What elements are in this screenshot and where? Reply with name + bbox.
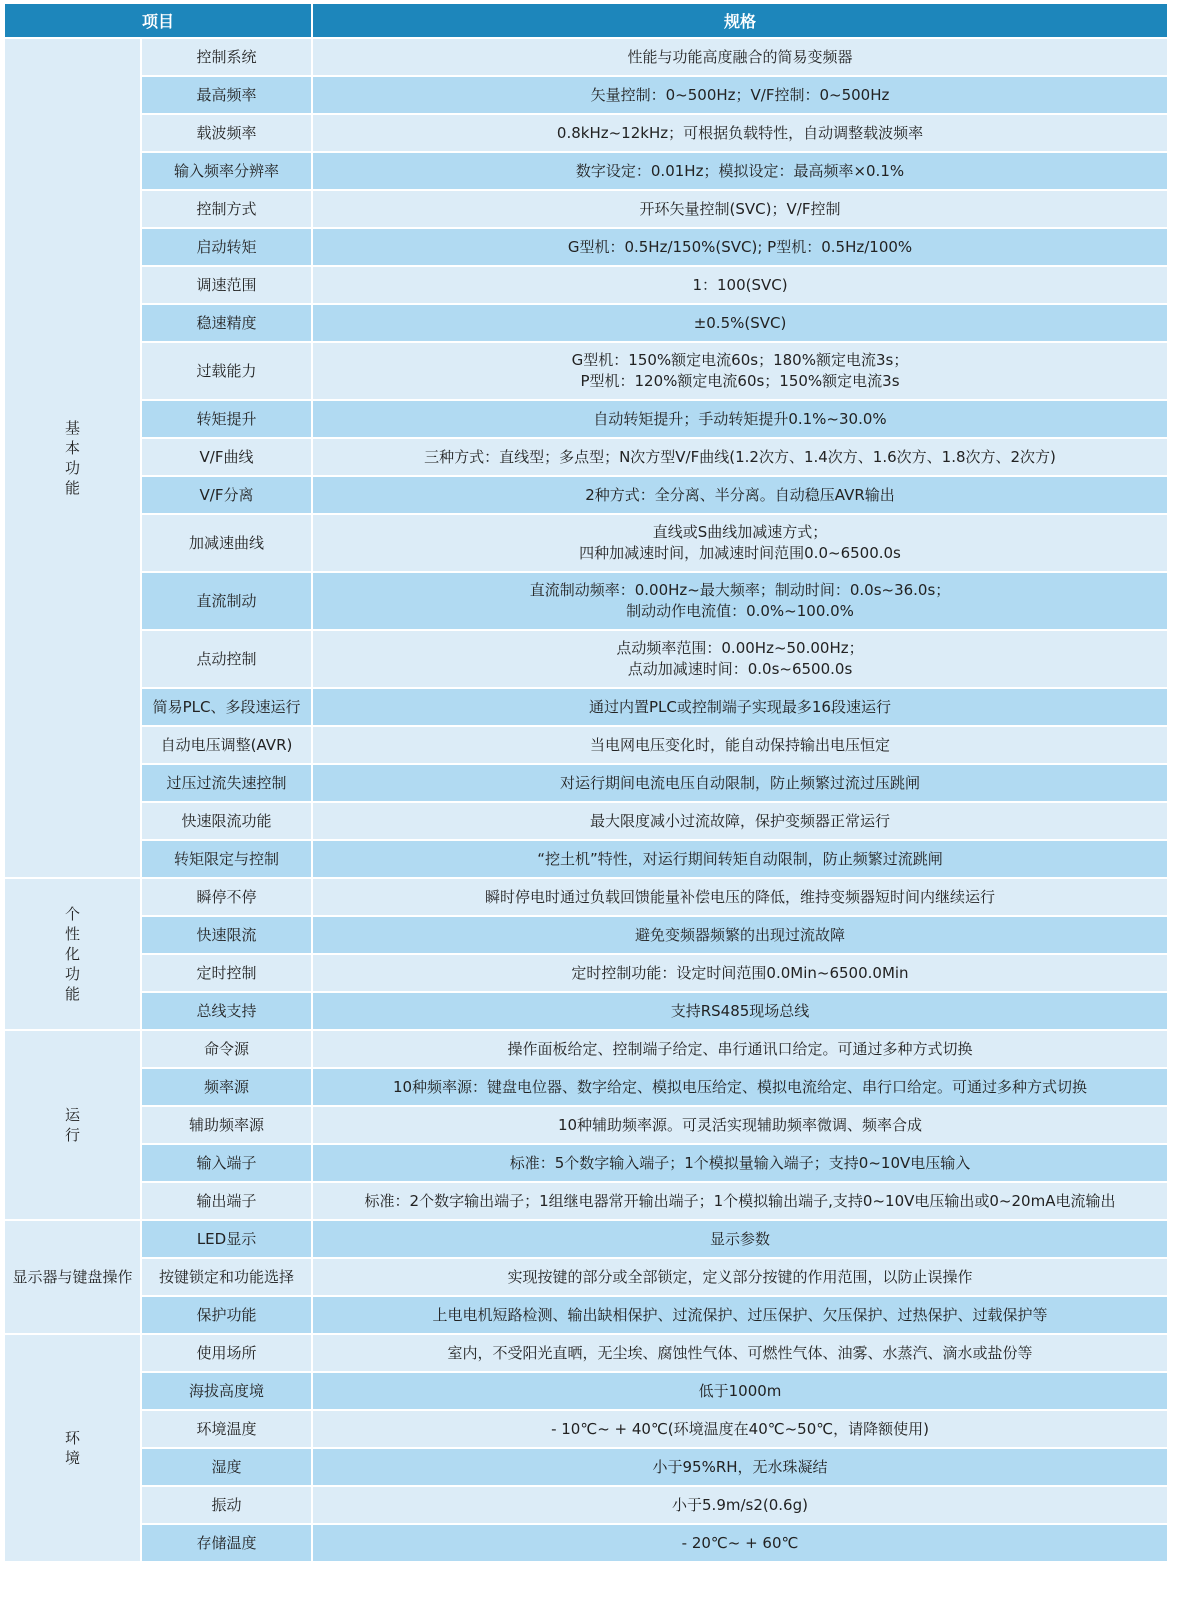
item-name: 启动转矩: [142, 229, 311, 265]
item-spec-line: 瞬时停电时通过负载回馈能量补偿电压的降低，维持变频器短时间内继续运行: [485, 887, 996, 906]
item-spec: [313, 401, 1167, 437]
group-label-text: [65, 904, 80, 1004]
item-name: 输出端子: [142, 1183, 311, 1219]
item-spec: [313, 1183, 1167, 1219]
item-name: 输入端子: [142, 1145, 311, 1181]
table-row: [5, 39, 1167, 75]
item-name: 过载能力: [142, 343, 311, 399]
group-label-text: [12, 1267, 132, 1287]
item-name: 转矩限定与控制: [142, 841, 311, 877]
table-header-row: [5, 4, 1167, 37]
item-spec: [313, 77, 1167, 113]
item-name: 调速范围: [142, 267, 311, 303]
item-spec-line: - 20℃~ + 60℃: [681, 1533, 799, 1552]
item-spec-line: 小于95%RH，无水珠凝结: [652, 1457, 828, 1476]
item-name: 频率源: [142, 1069, 311, 1105]
group-label-text: [65, 1428, 80, 1468]
item-spec: [313, 191, 1167, 227]
item-name: 过压过流失速控制: [142, 765, 311, 801]
table-row: [5, 477, 1167, 513]
item-spec-line: 标准：5个数字输入端子；1个模拟量输入端子；支持0~10V电压输入: [509, 1153, 971, 1172]
table-row: [5, 191, 1167, 227]
item-spec-line: 支持RS485现场总线: [670, 1001, 810, 1020]
item-spec-line: ±0.5%(SVC): [693, 313, 787, 332]
item-spec: [313, 1487, 1167, 1523]
item-spec: [313, 841, 1167, 877]
group-label-char: 显示器与键盘操作: [12, 1268, 133, 1286]
table-row: [5, 1487, 1167, 1523]
group-label: [5, 1031, 140, 1219]
item-name: V/F分离: [142, 477, 311, 513]
item-name: LED显示: [142, 1221, 311, 1257]
table-row: [5, 515, 1167, 571]
item-spec: [313, 993, 1167, 1029]
item-spec-line: 矢量控制：0~500Hz；V/F控制：0~500Hz: [590, 85, 890, 104]
table-row: [5, 229, 1167, 265]
group-label-char: 能: [64, 985, 80, 1003]
table-row: [5, 1373, 1167, 1409]
table-row: [5, 343, 1167, 399]
table-row: [5, 1297, 1167, 1333]
table-row: [5, 267, 1167, 303]
item-spec-line: 10种频率源：键盘电位器、数字给定、模拟电压给定、模拟电流给定、串行口给定。可通过多种方式切换: [392, 1077, 1088, 1096]
item-name: 按键锁定和功能选择: [142, 1259, 311, 1295]
group-label: [5, 1221, 140, 1333]
item-name: 瞬停不停: [142, 879, 311, 915]
group-label-char: 境: [64, 1449, 80, 1467]
item-spec-line: P型机：120%额定电流60s；150%额定电流3s: [580, 372, 900, 390]
item-name: V/F曲线: [142, 439, 311, 475]
item-spec-line: 室内，不受阳光直晒，无尘埃、腐蚀性气体、可燃性气体、油雾、水蒸汽、滴水或盐份等: [447, 1343, 1033, 1362]
item-name: 点动控制: [142, 631, 311, 687]
item-name: 保护功能: [142, 1297, 311, 1333]
item-spec-line: 对运行期间电流电压自动限制，防止频繁过流过压跳闸: [560, 773, 921, 792]
table-row: [5, 1031, 1167, 1067]
item-spec: [313, 305, 1167, 341]
item-spec: [313, 573, 1167, 629]
item-spec: [313, 1069, 1167, 1105]
item-spec-line: 定时控制功能：设定时间范围0.0Min~6500.0Min: [571, 963, 909, 982]
item-name: 环境温度: [142, 1411, 311, 1447]
item-spec: [313, 515, 1167, 571]
item-spec-line: 0.8kHz~12kHz；可根据负载特性，自动调整载波频率: [556, 123, 924, 142]
group-label: [5, 1335, 140, 1561]
item-spec-line: 点动加减速时间：0.0s~6500.0s: [627, 660, 853, 678]
item-spec-line: 直线或S曲线加减速方式；: [652, 523, 828, 541]
table-row: [5, 993, 1167, 1029]
item-name: 控制方式: [142, 191, 311, 227]
item-spec: [313, 439, 1167, 475]
group-label-char: 个: [64, 905, 80, 923]
item-spec: [313, 917, 1167, 953]
item-spec: [313, 1373, 1167, 1409]
table-row: [5, 955, 1167, 991]
item-spec-line: 性能与功能高度融合的简易变频器: [627, 47, 853, 66]
item-spec-line: 三种方式：直线型；多点型；N次方型V/F曲线(1.2次方、1.4次方、1.6次方、1.8次方、2次方): [424, 447, 1056, 466]
item-spec-line: 标准：2个数字输出端子；1组继电器常开输出端子；1个模拟输出端子,支持0~10V电压输出或0~20mA电流输出: [364, 1191, 1116, 1210]
group-label-char: 功: [64, 459, 80, 477]
item-name: 控制系统: [142, 39, 311, 75]
item-spec-line: 自动转矩提升；手动转矩提升0.1%~30.0%: [593, 409, 887, 428]
group-label: [5, 879, 140, 1029]
item-spec-line: 小于5.9m/s2(0.6g): [672, 1495, 808, 1514]
table-row: [5, 803, 1167, 839]
item-name: 最高频率: [142, 77, 311, 113]
group-label-text: [65, 418, 80, 498]
item-spec: [313, 1335, 1167, 1371]
item-spec-line: - 10℃~ + 40℃(环境温度在40℃~50℃，请降额使用): [551, 1419, 929, 1438]
table-row: [5, 1221, 1167, 1257]
item-spec: [313, 879, 1167, 915]
spec-table: [3, 2, 1169, 1563]
table-row: [5, 1183, 1167, 1219]
item-spec: [313, 1449, 1167, 1485]
header-item: 项目: [5, 4, 311, 37]
table-row: [5, 401, 1167, 437]
item-name: 命令源: [142, 1031, 311, 1067]
item-name: 加减速曲线: [142, 515, 311, 571]
table-row: [5, 765, 1167, 801]
item-name: 总线支持: [142, 993, 311, 1029]
group-label-char: 性: [64, 925, 80, 943]
item-spec-line: 10种辅助频率源。可灵活实现辅助频率微调、频率合成: [557, 1115, 923, 1134]
item-spec: [313, 1297, 1167, 1333]
item-spec: [313, 1145, 1167, 1181]
item-spec-line: G型机：0.5Hz/150%(SVC); P型机：0.5Hz/100%: [567, 237, 913, 256]
group-label-char: 运: [64, 1106, 80, 1124]
table-row: [5, 879, 1167, 915]
group-label-char: 本: [64, 439, 80, 457]
item-spec: [313, 689, 1167, 725]
item-name: 输入频率分辨率: [142, 153, 311, 189]
item-spec: [313, 1259, 1167, 1295]
item-spec-line: 显示参数: [710, 1229, 771, 1248]
item-spec: [313, 1031, 1167, 1067]
table-row: [5, 305, 1167, 341]
table-row: [5, 631, 1167, 687]
table-row: [5, 1449, 1167, 1485]
table-row: [5, 1259, 1167, 1295]
item-name: 振动: [142, 1487, 311, 1523]
item-spec: [313, 153, 1167, 189]
group-label-char: 基: [64, 419, 80, 437]
table-row: [5, 1411, 1167, 1447]
item-name: 直流制动: [142, 573, 311, 629]
item-spec: [313, 803, 1167, 839]
item-spec-line: 操作面板给定、控制端子给定、串行通讯口给定。可通过多种方式切换: [507, 1039, 973, 1058]
item-spec: [313, 39, 1167, 75]
item-spec-line: 避免变频器频繁的出现过流故障: [635, 925, 846, 944]
table-row: [5, 153, 1167, 189]
item-spec-line: 1：100(SVC): [692, 275, 788, 294]
table-row: [5, 115, 1167, 151]
table-row: [5, 1069, 1167, 1105]
item-spec: [313, 955, 1167, 991]
item-name: 存储温度: [142, 1525, 311, 1561]
table-row: [5, 77, 1167, 113]
table-row: [5, 689, 1167, 725]
group-label-char: 能: [64, 479, 80, 497]
item-spec: [313, 115, 1167, 151]
item-name: 稳速精度: [142, 305, 311, 341]
item-name: 湿度: [142, 1449, 311, 1485]
item-spec-line: 开环矢量控制(SVC)；V/F控制: [639, 199, 841, 218]
item-spec: [313, 1525, 1167, 1561]
group-label-char: 功: [64, 965, 80, 983]
item-name: 使用场所: [142, 1335, 311, 1371]
item-name: 快速限流功能: [142, 803, 311, 839]
table-row: [5, 1145, 1167, 1181]
item-spec-line: G型机：150%额定电流60s；180%额定电流3s；: [571, 351, 909, 369]
item-spec: [313, 267, 1167, 303]
table-row: [5, 917, 1167, 953]
item-spec-line: 制动动作电流值：0.0%~100.0%: [626, 602, 854, 620]
item-name: 辅助频率源: [142, 1107, 311, 1143]
item-spec: [313, 631, 1167, 687]
item-spec: [313, 343, 1167, 399]
table-row: [5, 1335, 1167, 1371]
item-spec-line: 低于1000m: [698, 1381, 782, 1400]
item-spec: [313, 477, 1167, 513]
item-spec-line: 通过内置PLC或控制端子实现最多16段速运行: [589, 697, 891, 716]
table-row: [5, 727, 1167, 763]
group-label-char: 化: [64, 945, 80, 963]
item-spec-line: 直流制动频率：0.00Hz~最大频率；制动时间：0.0s~36.0s；: [529, 581, 951, 599]
item-spec-line: 实现按键的部分或全部锁定，定义部分按键的作用范围，以防止误操作: [507, 1267, 973, 1286]
group-label-text: [65, 1105, 80, 1145]
table-row: [5, 841, 1167, 877]
item-name: 转矩提升: [142, 401, 311, 437]
item-spec-line: 上电电机短路检测、输出缺相保护、过流保护、过压保护、欠压保护、过热保护、过载保护等: [432, 1305, 1048, 1324]
item-name: 简易PLC、多段速运行: [142, 689, 311, 725]
item-spec: [313, 1221, 1167, 1257]
item-spec-line: 2种方式：全分离、半分离。自动稳压AVR输出: [585, 485, 895, 504]
item-spec: [313, 765, 1167, 801]
table-row: [5, 1525, 1167, 1561]
table-row: [5, 1107, 1167, 1143]
item-spec-line: 四种加减速时间，加减速时间范围0.0~6500.0s: [579, 544, 901, 562]
item-spec-line: 数字设定：0.01Hz；模拟设定：最高频率×0.1%: [575, 161, 905, 180]
item-spec: [313, 229, 1167, 265]
group-label-char: 行: [64, 1126, 80, 1144]
item-name: 海拔高度境: [142, 1373, 311, 1409]
item-spec-line: 点动频率范围：0.00Hz~50.00Hz；: [616, 639, 864, 657]
table-row: [5, 573, 1167, 629]
item-name: 定时控制: [142, 955, 311, 991]
spec-table-body: [5, 39, 1167, 1561]
item-spec-line: “挖土机”特性，对运行期间转矩自动限制，防止频繁过流跳闸: [537, 849, 943, 868]
item-spec-line: 最大限度减小过流故障，保护变频器正常运行: [590, 811, 891, 830]
item-name: 载波频率: [142, 115, 311, 151]
table-row: [5, 439, 1167, 475]
item-name: 快速限流: [142, 917, 311, 953]
item-spec: [313, 1107, 1167, 1143]
item-spec-line: 当电网电压变化时，能自动保持输出电压恒定: [590, 735, 891, 754]
group-label: [5, 39, 140, 877]
group-label-char: 环: [64, 1429, 80, 1447]
header-spec: 规格: [313, 4, 1167, 37]
item-spec: [313, 1411, 1167, 1447]
item-name: 自动电压调整(AVR): [142, 727, 311, 763]
item-spec: [313, 727, 1167, 763]
